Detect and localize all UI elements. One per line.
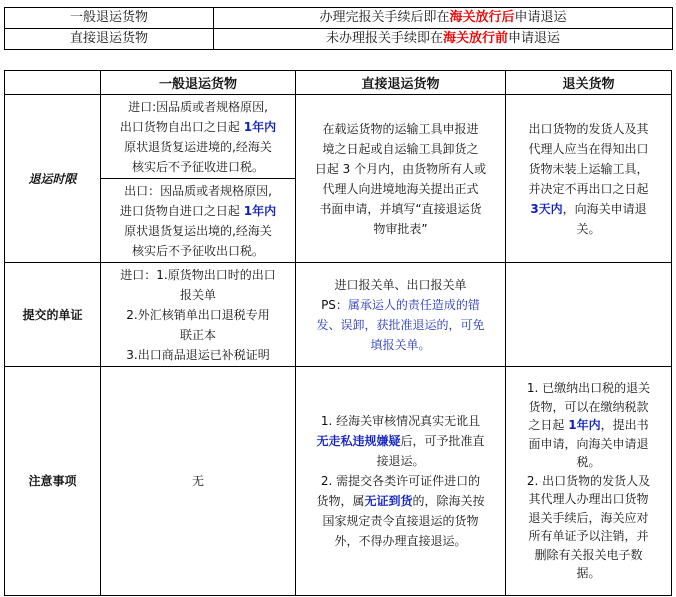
text-line <box>101 97 295 117</box>
cell-text: 核实后不予征收进口税。 <box>131 159 264 174</box>
text-line <box>506 435 671 454</box>
text-line <box>296 511 505 531</box>
highlight-text: 1年内 <box>568 418 601 433</box>
cell-shutout <box>506 263 672 367</box>
highlight-text: 1年内 <box>243 203 277 218</box>
highlight-text: 海关放行前 <box>442 31 508 46</box>
highlight-text: 1年内 <box>243 119 277 134</box>
text-line <box>296 491 505 511</box>
cell-text: 的，除海关按 <box>412 494 485 508</box>
table-row <box>5 367 672 596</box>
summary-label: 直接退运货物 <box>5 29 214 50</box>
cell-text: 1. 已缴纳出口税的退关 <box>526 381 651 396</box>
cell-text: 书面申请，并填写“直接退运货 <box>319 201 482 216</box>
cell-text: 出口货物的发货人及其 <box>528 121 649 136</box>
cell-text: 货物未装上运输工具， <box>528 161 649 176</box>
highlight-text: 发、误卸，获批准退运的，可免 <box>316 317 485 332</box>
cell-text: 2. 需提交各类许可证件进口的 <box>320 474 481 488</box>
cell-text: 办理完报关手续后即在 <box>319 10 450 25</box>
highlight-text: 无走私违规嫌疑 <box>316 434 401 448</box>
cell-text: 面申请，向海关申请退 <box>528 436 649 451</box>
cell-text: 物审批表” <box>373 221 428 236</box>
text-line <box>296 275 505 295</box>
text-line <box>296 411 505 431</box>
text-line <box>506 472 671 491</box>
cell-text: ，向海关申请退 <box>562 201 647 216</box>
text-line <box>296 159 505 179</box>
text-line <box>506 453 671 472</box>
text-line <box>506 416 671 435</box>
cell-text: ，提出书 <box>600 418 649 433</box>
summary-label: 一般退运货物 <box>5 8 214 29</box>
text-line <box>296 219 505 239</box>
text-line <box>506 119 671 139</box>
text-line <box>101 221 295 241</box>
text-line <box>296 199 505 219</box>
table-row <box>5 263 672 367</box>
cell-general <box>101 367 296 596</box>
cell-direct <box>296 367 506 596</box>
text-line <box>101 345 295 365</box>
cell-text: 2.外汇核销单出口退税专用 <box>126 307 270 322</box>
header-general: 一般退运货物 <box>101 71 296 95</box>
text-line <box>506 527 671 546</box>
cell-text: 税。 <box>576 455 601 470</box>
cell-text: 2. 出口货物的发货人及 <box>526 473 651 488</box>
highlight-text: 填报关单。 <box>370 337 431 352</box>
cell-text: 在载运货物的运输工具申报进 <box>322 121 479 136</box>
table-row <box>5 8 673 29</box>
row-label: 退运时限 <box>5 95 101 263</box>
text-line <box>506 159 671 179</box>
cell-text: 据。 <box>576 566 601 581</box>
text-line <box>101 285 295 305</box>
cell-text: 原状退货复运出境的,经海关 <box>124 223 272 238</box>
cell-text: 退关手续后，海关应对 <box>528 510 649 525</box>
cell-text: 进口：1.原货物出口时的出口 <box>120 267 276 282</box>
cell-text: 申请退运 <box>508 31 561 46</box>
cell-text: 联正本 <box>179 327 216 342</box>
text-line <box>296 139 505 159</box>
text-line <box>296 335 505 355</box>
cell-text: 其代理人办理出口货物 <box>528 492 649 507</box>
text-line <box>506 139 671 159</box>
cell-text: 申请退运 <box>514 10 567 25</box>
header-direct: 直接退运货物 <box>296 71 506 95</box>
cell-text: 货物，可以在缴纳税款 <box>528 399 649 414</box>
cell-text: 外，不得办理直接退运。 <box>334 534 467 548</box>
text-line <box>101 325 295 345</box>
header-blank <box>5 71 101 95</box>
cell-text: 代理人应当在得知出口 <box>528 141 649 156</box>
header-shutout: 退关货物 <box>506 71 672 95</box>
summary-desc <box>214 29 673 50</box>
cell-text: 出口：因品质或者规格原因, <box>124 183 272 198</box>
cell-text: 国家规定责令直接退运的货物 <box>322 514 479 528</box>
text-line <box>506 490 671 509</box>
cell-text: 3.出口商品退运已补税证明 <box>126 347 270 362</box>
cell-text: 出口货物自出口之日起 <box>119 119 244 134</box>
cell-general <box>101 263 296 367</box>
highlight-text: 属承运人的责任造成的错 <box>347 297 480 312</box>
cell-text: 后，可予批准直 <box>400 434 485 448</box>
summary-table <box>4 7 673 50</box>
cell-general-export <box>101 179 296 263</box>
text-line <box>296 315 505 335</box>
text-line <box>101 181 295 201</box>
cell-text: 1. 经海关审核情况真实无讹且 <box>320 414 481 428</box>
cell-text: 删除有关报关电子数 <box>534 547 643 562</box>
cell-text: 境之日起或自运输工具卸货之 <box>322 141 479 156</box>
text-line <box>101 137 295 157</box>
text-line <box>296 451 505 471</box>
cell-text: 关。 <box>576 221 601 236</box>
cell-text: PS： <box>321 297 348 312</box>
text-line <box>101 201 295 221</box>
text-line <box>296 295 505 315</box>
summary-desc <box>214 8 673 29</box>
highlight-text: 3天内 <box>530 201 563 216</box>
text-line <box>506 398 671 417</box>
cell-text: 所有单证予以注销，并 <box>528 529 649 544</box>
cell-text: 货物，属 <box>316 494 365 508</box>
cell-general-import <box>101 95 296 179</box>
text-line <box>101 157 295 177</box>
text-line <box>296 179 505 199</box>
cell-direct <box>296 95 506 263</box>
cell-text: 进口报关单、出口报关单 <box>334 277 467 292</box>
cell-shutout <box>506 95 672 263</box>
cell-text: 核实后不予征收出口税。 <box>131 243 264 258</box>
cell-text: 进口货物自进口之日起 <box>119 203 244 218</box>
text-line <box>101 305 295 325</box>
text-line <box>506 219 671 239</box>
text-line <box>296 119 505 139</box>
text-line <box>296 431 505 451</box>
cell-text: 代理人向进境地海关提出正式 <box>322 181 479 196</box>
text-line <box>506 179 671 199</box>
table-row <box>5 29 673 50</box>
cell-text: 并决定不再出口之日起 <box>528 181 649 196</box>
cell-text: 日起 3 个月内，由货物所有人或 <box>314 161 487 176</box>
highlight-text: 海关放行后 <box>449 10 515 25</box>
cell-text: 接退运。 <box>376 454 425 468</box>
text-line <box>506 379 671 398</box>
cell-text: 之日起 <box>528 418 569 433</box>
text-line <box>101 265 295 285</box>
cell-shutout <box>506 367 672 596</box>
comparison-table <box>4 70 672 596</box>
cell-direct <box>296 263 506 367</box>
text-line <box>506 199 671 219</box>
row-label: 提交的单证 <box>5 263 101 367</box>
row-label: 注意事项 <box>5 367 101 596</box>
text-line <box>296 471 505 491</box>
cell-text: 报关单 <box>179 287 216 302</box>
text-line <box>296 531 505 551</box>
highlight-text: 无证到货 <box>364 494 413 508</box>
table-row <box>5 95 672 179</box>
cell-text: 进口:因品质或者规格原因, <box>128 99 268 114</box>
text-line <box>101 471 295 491</box>
text-line <box>101 117 295 137</box>
text-line <box>506 546 671 565</box>
header-row <box>5 71 672 95</box>
text-line <box>506 564 671 583</box>
cell-text: 原状退货复运进境的,经海关 <box>124 139 272 154</box>
text-line <box>101 241 295 261</box>
cell-text: 无 <box>191 474 204 488</box>
cell-text: 未办理报关手续即在 <box>325 31 443 46</box>
text-line <box>506 509 671 528</box>
